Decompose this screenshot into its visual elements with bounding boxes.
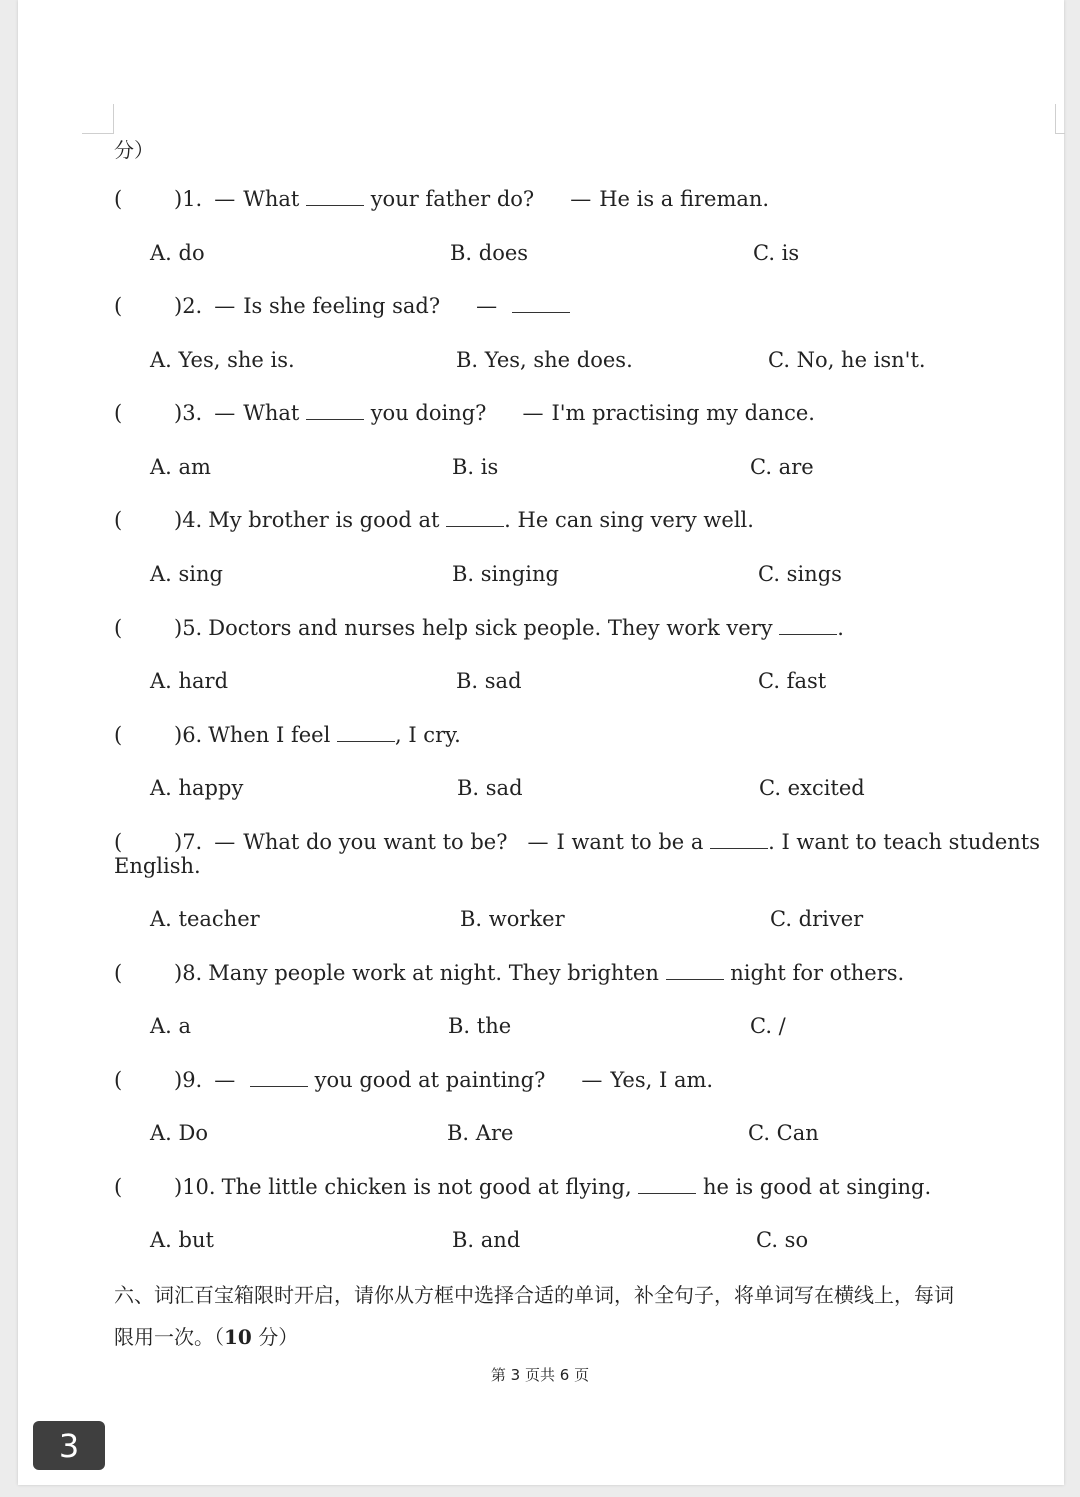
- answer-blank: [337, 727, 395, 742]
- question-9-option-c: C. Can: [748, 1121, 819, 1145]
- question-1: ( )1. — What your father do? — He is a fireman.: [114, 187, 770, 211]
- question-10-option-a: A. but: [150, 1228, 214, 1252]
- question-9-option-b: B. Are: [447, 1121, 514, 1145]
- question-1-option-a: A. do: [150, 241, 205, 265]
- answer-blank: [638, 1179, 696, 1194]
- question-10: ( )10. The little chicken is not good at flying, he is good at singing.: [114, 1175, 932, 1199]
- question-6-option-b: B. sad: [457, 776, 523, 800]
- question-2-option-c: C. No, he isn't.: [768, 348, 926, 372]
- crop-mark-top-left-vertical: [113, 104, 114, 134]
- crop-mark-top-right: [1055, 104, 1056, 134]
- question-4-option-c: C. sings: [758, 562, 842, 586]
- crop-mark-top-left: [82, 133, 114, 134]
- question-9-option-a: A. Do: [150, 1121, 208, 1145]
- answer-blank: [446, 512, 504, 527]
- section-6-instructions: 六、词汇百宝箱限时开启，请你从方框中选择合适的单词，补全句子，将单词写在横线上，每词: [114, 1283, 954, 1307]
- answer-blank: [779, 620, 837, 635]
- question-4: ( )4. My brother is good at . He can sing very well.: [114, 508, 754, 532]
- question-8-option-b: B. the: [448, 1014, 512, 1038]
- question-8-option-a: A. a: [150, 1014, 192, 1038]
- question-3-option-a: A. am: [150, 455, 211, 479]
- question-6: ( )6. When I feel , I cry.: [114, 723, 461, 747]
- question-7-continuation: English.: [114, 854, 201, 878]
- answer-blank: [710, 834, 768, 849]
- answer-blank: [250, 1072, 308, 1087]
- page-footer: 第 3 页共 6 页: [490, 1366, 590, 1384]
- page-number-badge: 3: [33, 1421, 105, 1470]
- question-3: ( )3. — What you doing? — I'm practising my dance.: [114, 401, 815, 425]
- question-6-option-a: A. happy: [150, 776, 244, 800]
- question-8: ( )8. Many people work at night. They brighten night for others.: [114, 961, 905, 985]
- question-10-option-b: B. and: [452, 1228, 521, 1252]
- question-8-option-c: C. /: [750, 1014, 786, 1038]
- question-1-option-c: C. is: [753, 241, 800, 265]
- question-4-option-a: A. sing: [150, 562, 223, 586]
- question-3-option-c: C. are: [750, 455, 814, 479]
- question-7: ( )7. — What do you want to be? — I want to be a . I want to teach students: [114, 830, 1041, 854]
- question-5-option-b: B. sad: [456, 669, 522, 693]
- question-7-option-b: B. worker: [460, 907, 565, 931]
- section-6-instructions-line2: 限用一次。（10 分）: [114, 1325, 299, 1349]
- question-2: ( )2. — Is she feeling sad? —: [114, 294, 570, 318]
- question-5: ( )5. Doctors and nurses help sick people. They work very .: [114, 616, 844, 640]
- section-score-tail: 分）: [114, 138, 154, 162]
- question-2-option-b: B. Yes, she does.: [456, 348, 633, 372]
- question-6-option-c: C. excited: [759, 776, 865, 800]
- question-2-option-a: A. Yes, she is.: [150, 348, 295, 372]
- question-9: ( )9. — you good at painting? — Yes, I am.: [114, 1068, 714, 1092]
- question-3-option-b: B. is: [452, 455, 499, 479]
- question-1-option-b: B. does: [450, 241, 529, 265]
- question-10-option-c: C. so: [756, 1228, 809, 1252]
- answer-blank: [666, 965, 724, 980]
- question-7-option-a: A. teacher: [150, 907, 260, 931]
- question-7-option-c: C. driver: [770, 907, 864, 931]
- crop-mark-top-right-horizontal: [1055, 133, 1065, 134]
- answer-blank: [306, 405, 364, 420]
- question-5-option-c: C. fast: [758, 669, 827, 693]
- answer-blank: [512, 298, 570, 313]
- question-4-option-b: B. singing: [452, 562, 559, 586]
- answer-blank: [306, 191, 364, 206]
- question-5-option-a: A. hard: [150, 669, 229, 693]
